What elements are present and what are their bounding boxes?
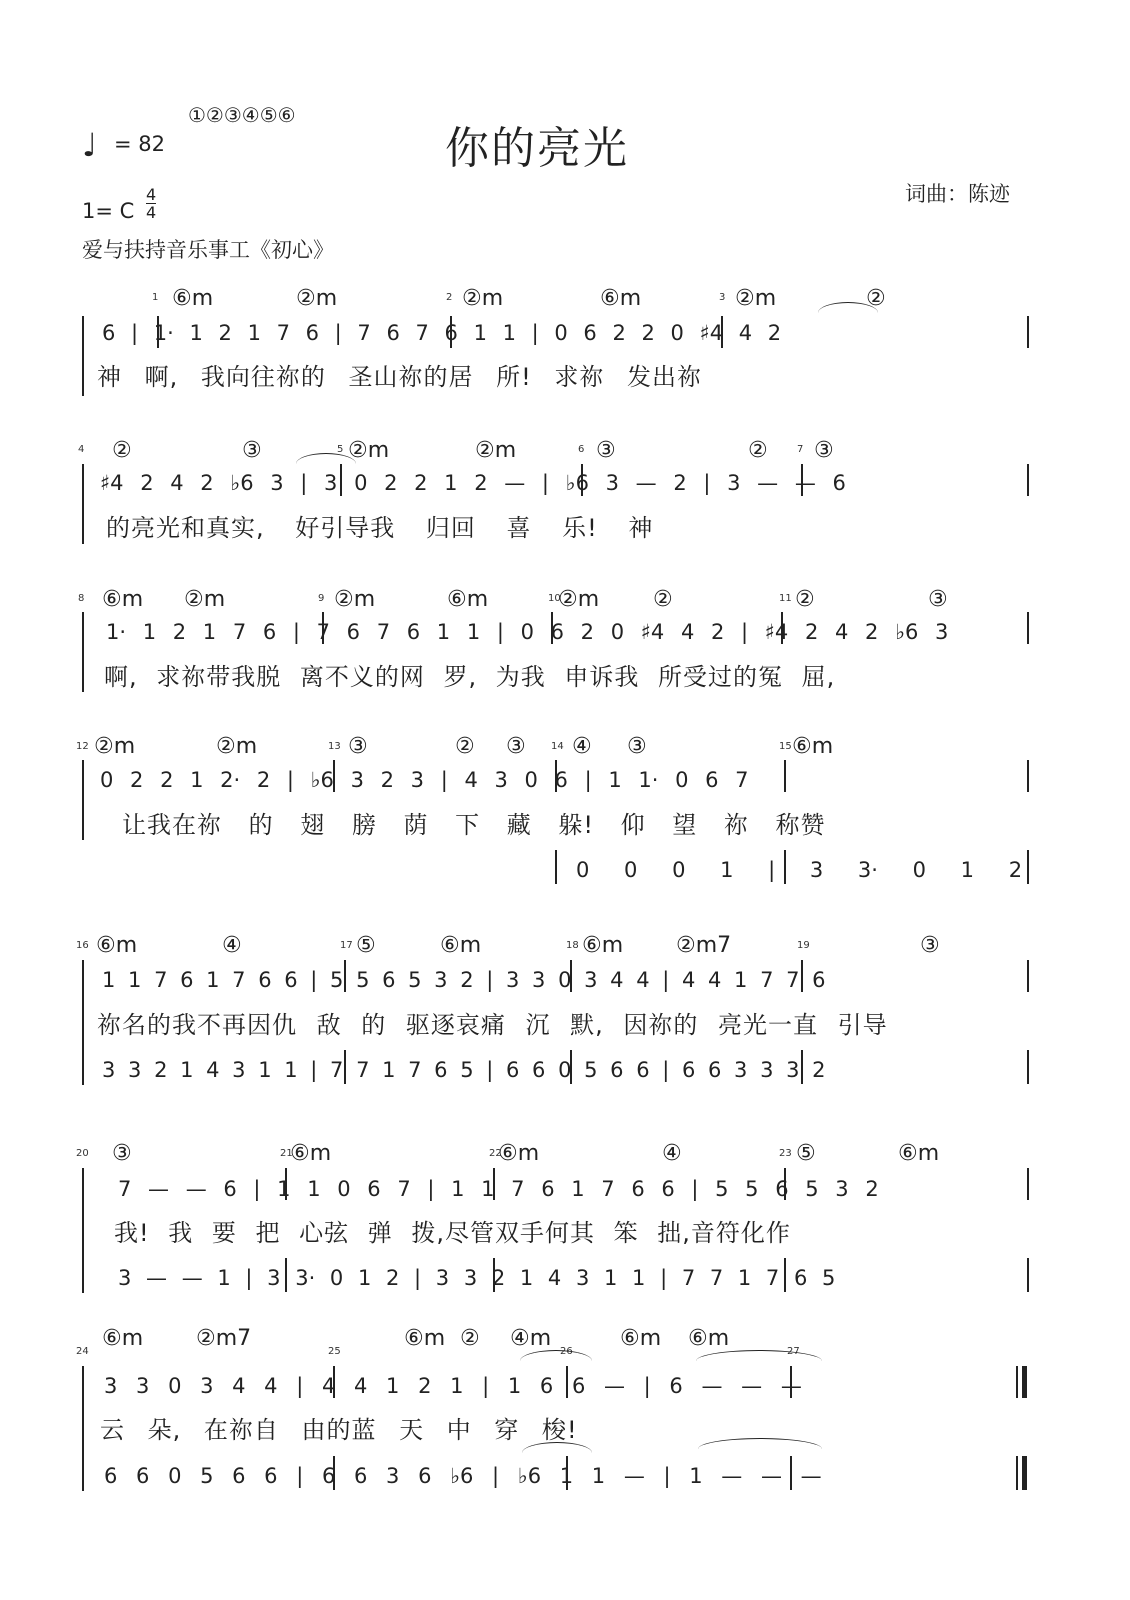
barline — [1027, 1258, 1029, 1292]
lyric-line: 啊, 求祢带我脱 离不义的网 罗, 为我 申诉我 所受过的冤 屈, — [104, 663, 836, 691]
chord-symbol: ③ — [348, 734, 368, 759]
time-numerator: 4 — [146, 185, 157, 204]
melody-line: 3 3 0 3 4 4 | 4 4 1 2 1 | 1 6 6 — | 6 — — — — [104, 1374, 802, 1398]
chord-symbol: ⑥m — [290, 1141, 332, 1166]
chord-symbol: ②m — [216, 734, 258, 759]
measure-number: 22 — [489, 1148, 502, 1159]
lyric-line: 云 朵, 在祢自 由的蓝 天 中 穿 梭! — [100, 1416, 578, 1444]
chord-symbol: ⑥m — [172, 286, 214, 311]
barline — [1027, 960, 1029, 992]
barline — [555, 850, 557, 884]
chord-symbol: ⑥m — [440, 933, 482, 958]
chord-symbol: ③ — [596, 438, 616, 463]
final-barline-thin — [1016, 1456, 1018, 1490]
measure-number: 14 — [551, 741, 564, 752]
measure-number: 10 — [548, 593, 561, 604]
measure-number: 17 — [340, 940, 353, 951]
measure-number: 24 — [76, 1346, 89, 1357]
chord-symbol: ②m — [296, 286, 338, 311]
measure-number: 26 — [560, 1346, 573, 1357]
chord-symbol: ②m — [94, 734, 136, 759]
chord-symbol: ③ — [627, 734, 647, 759]
chord-symbol: ⑥m — [582, 933, 624, 958]
string-legend: ①②③④⑤⑥ — [188, 103, 296, 127]
chord-symbol: ④ — [662, 1141, 682, 1166]
measure-number: 9 — [318, 593, 325, 604]
melody-line: 7 — — 6 | 1 1 0 6 7 | 1 1 7 6 1 7 6 6 | 5 5 6 5 3 2 — [118, 1177, 879, 1201]
barline — [1027, 760, 1029, 792]
chord-symbol: ③ — [506, 734, 526, 759]
chord-symbol: ② — [455, 734, 475, 759]
chord-symbol: ⑥m — [898, 1141, 940, 1166]
chord-symbol: ③ — [112, 1141, 132, 1166]
chord-symbol: ② — [112, 438, 132, 463]
tie-arc — [698, 1438, 822, 1449]
chord-symbol: ⑥m — [102, 1326, 144, 1351]
measure-number: 4 — [78, 444, 85, 455]
lyric-line: 让我在祢 的 翅 膀 荫 下 藏 躲! 仰 望 祢 称赞 — [122, 811, 826, 839]
chord-symbol: ⑤ — [796, 1141, 816, 1166]
measure-number: 11 — [779, 593, 792, 604]
chord-symbol: ② — [795, 587, 815, 612]
tie-arc — [296, 453, 356, 464]
lyric-line: 我! 我 要 把 心弦 弹 拨,尽管双手何其 笨 拙,音符化作 — [114, 1219, 791, 1247]
chord-symbol: ⑥m — [404, 1326, 446, 1351]
barline — [1027, 850, 1029, 884]
measure-number: 13 — [328, 741, 341, 752]
time-denominator: 4 — [146, 203, 157, 222]
barline — [1027, 1050, 1029, 1084]
system-barline — [82, 1168, 84, 1293]
melody-line: 6 | 1· 1 2 1 7 6 | 7 6 7 6 1 1 | 0 6 2 2 0 ♯4 4 2 — [102, 321, 782, 345]
tie-arc — [696, 1350, 822, 1361]
chord-symbol: ②m — [348, 438, 390, 463]
tempo: = 82 — [114, 132, 165, 156]
final-barline-thin — [1016, 1366, 1018, 1398]
lyric-line: 神 啊, 我向往祢的 圣山祢的居 所! 求祢 发出祢 — [97, 363, 703, 391]
chord-symbol: ②m7 — [676, 933, 732, 958]
measure-number: 21 — [280, 1148, 293, 1159]
harmony-line: 6 6 0 5 6 6 | 6 6 3 6 ♭6 | ♭6 1 1 — | 1 — — — — [104, 1464, 822, 1488]
melody-line: 1· 1 2 1 7 6 | 7 6 7 6 1 1 | 0 6 2 0 ♯4 4 2 | ♯4 2 4 2 ♭6 3 — [106, 620, 949, 644]
chord-symbol: ②m — [334, 587, 376, 612]
tie-arc — [520, 1350, 592, 1361]
measure-number: 23 — [779, 1148, 792, 1159]
chord-symbol: ④ — [572, 734, 592, 759]
measure-number: 5 — [337, 444, 344, 455]
chord-symbol: ⑥m — [102, 587, 144, 612]
measure-number: 16 — [76, 940, 89, 951]
chord-symbol: ② — [653, 587, 673, 612]
chord-symbol: ②m — [558, 587, 600, 612]
measure-number: 8 — [78, 593, 85, 604]
measure-number: 12 — [76, 741, 89, 752]
system-barline — [82, 316, 84, 396]
measure-number: 1 — [152, 292, 159, 303]
chord-symbol: ④m — [510, 1326, 552, 1351]
chord-symbol: ⑥m — [96, 933, 138, 958]
measure-number: 6 — [578, 444, 585, 455]
melody-line: 0 2 2 1 2· 2 | ♭6 3 2 3 | 4 3 0 6 | 1 1· 0 6 7 — [100, 768, 749, 792]
chord-symbol: ⑤ — [356, 933, 376, 958]
system-barline — [82, 612, 84, 692]
measure-number: 7 — [797, 444, 804, 455]
chord-symbol: ②m — [462, 286, 504, 311]
barline — [784, 760, 786, 792]
chord-symbol: ② — [748, 438, 768, 463]
chord-symbol: ④ — [222, 933, 242, 958]
chord-symbol: ③ — [242, 438, 262, 463]
measure-number: 20 — [76, 1148, 89, 1159]
harmony-line: 3 3 2 1 4 3 1 1 | 7 7 1 7 6 5 | 6 6 0 5 6 6 | 6 6 3 3 3 2 — [102, 1058, 826, 1082]
chord-symbol: ② — [460, 1326, 480, 1351]
album-line: 爱与扶持音乐事工《初心》 — [82, 238, 334, 262]
time-signature — [146, 186, 156, 221]
credit: 词曲：陈迹 — [905, 182, 1010, 206]
chord-symbol: ②m — [735, 286, 777, 311]
final-barline-thick — [1022, 1456, 1027, 1490]
chord-symbol: ⑥m — [447, 587, 489, 612]
final-barline-thick — [1022, 1366, 1027, 1398]
lyric-line: 祢名的我不再因仇 敌 的 驱逐哀痛 沉 默, 因祢的 亮光一直 引导 — [97, 1011, 888, 1039]
barline — [1027, 464, 1029, 496]
chord-symbol: ②m — [475, 438, 517, 463]
measure-number: 18 — [566, 940, 579, 951]
quarter-note-icon: ♩ — [82, 126, 98, 164]
chord-symbol: ⑥m — [600, 286, 642, 311]
key-signature: 1= C — [82, 199, 135, 223]
barline — [1027, 1168, 1029, 1200]
system-barline — [82, 464, 84, 544]
chord-symbol: ⑥m — [498, 1141, 540, 1166]
chord-symbol: ⑥m — [620, 1326, 662, 1351]
chord-symbol: ③ — [928, 587, 948, 612]
barline — [1027, 612, 1029, 644]
chord-symbol: ②m7 — [196, 1326, 252, 1351]
system-barline — [82, 960, 84, 1085]
measure-number: 2 — [446, 292, 453, 303]
system-barline — [82, 1366, 84, 1491]
harmony-line: 3 — — 1 | 3 3· 0 1 2 | 3 3 2 1 4 3 1 1 | 7 7 1 7 6 5 — [118, 1266, 836, 1290]
chord-symbol: ② — [866, 286, 886, 311]
chord-symbol: ③ — [920, 933, 940, 958]
system-barline — [82, 760, 84, 840]
barline — [1027, 316, 1029, 348]
measure-number: 27 — [787, 1346, 800, 1357]
chord-symbol: ⑥m — [688, 1326, 730, 1351]
measure-number: 3 — [719, 292, 726, 303]
page-title: 你的亮光 — [445, 123, 629, 174]
melody-line: 1 1 7 6 1 7 6 6 | 5 5 6 5 3 2 | 3 3 0 3 4 4 | 4 4 1 7 7 6 — [102, 968, 826, 992]
harmony-line: 0 0 0 1 | 3 3· 0 1 2 — [576, 858, 1023, 882]
lyric-line: 的亮光和真实, 好引导我 归回 喜 乐! 神 — [106, 514, 654, 542]
measure-number: 19 — [797, 940, 810, 951]
chord-symbol: ⑥m — [792, 734, 834, 759]
melody-line: ♯4 2 4 2 ♭6 3 | 3 0 2 2 1 2 — | ♭6 3 — 2 | 3 — — 6 — [100, 471, 846, 495]
measure-number: 15 — [779, 741, 792, 752]
chord-symbol: ②m — [184, 587, 226, 612]
chord-symbol: ③ — [814, 438, 834, 463]
measure-number: 25 — [328, 1346, 341, 1357]
